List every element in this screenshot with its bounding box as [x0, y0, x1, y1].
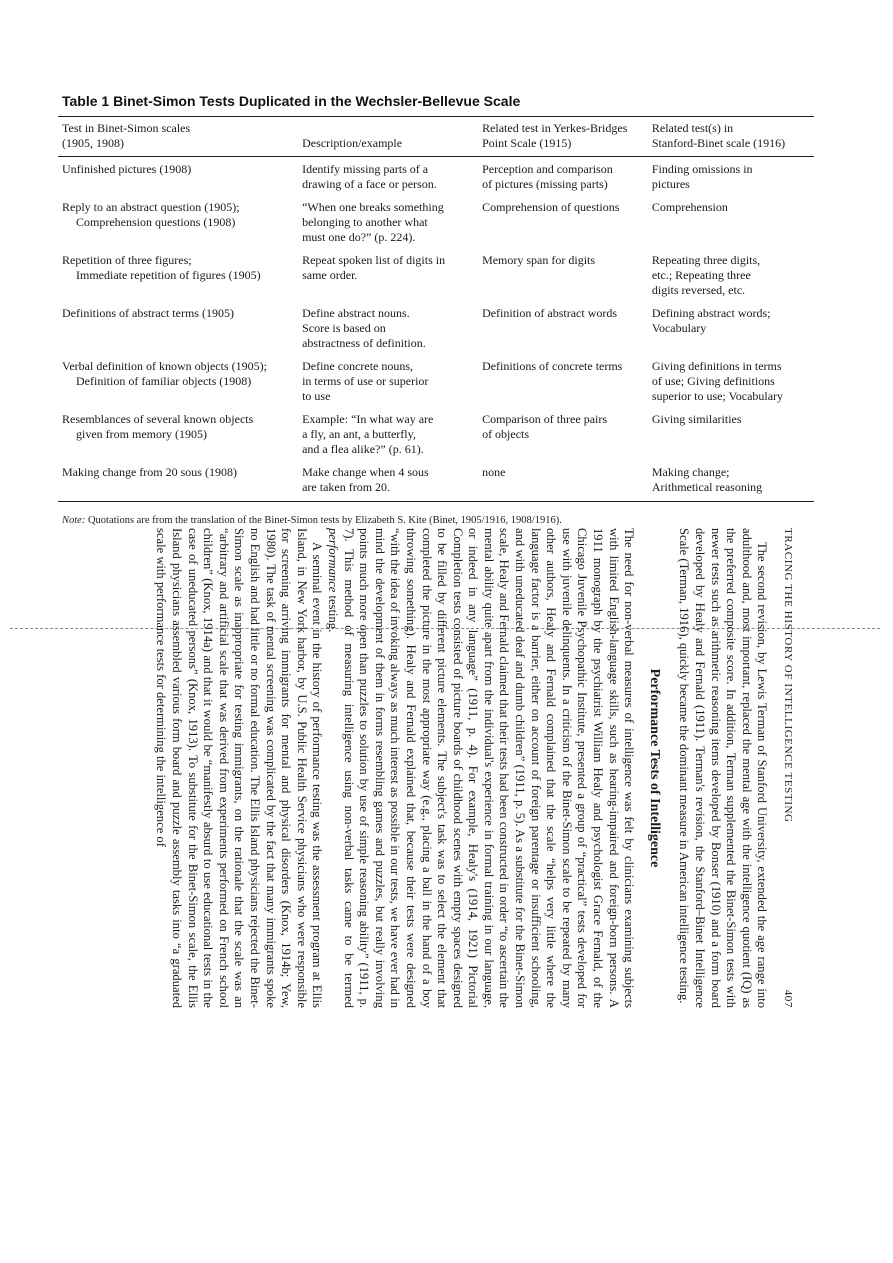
table-cell-c4 — [648, 248, 814, 301]
cell-line: etc.; Repeating three — [651, 268, 751, 282]
cell-line: Example: “In what way are — [302, 412, 434, 426]
table-cell-c2 — [298, 354, 478, 407]
cell-line: “When one breaks something — [302, 200, 444, 214]
rotated-text-page — [95, 528, 795, 1008]
cell-line: Repeat spoken list of digits in — [302, 253, 446, 267]
table-cell-c3 — [478, 354, 648, 407]
running-header — [779, 528, 795, 1008]
cell-line: Repetition of three figures; — [62, 253, 192, 267]
cell-line: must one do?” (p. 224). — [302, 230, 416, 244]
header-line: Test in Binet-Simon scales — [62, 121, 191, 135]
page-number: 407 — [782, 989, 794, 1008]
table-note — [62, 515, 562, 526]
cell-line: of pictures (missing parts) — [482, 177, 608, 191]
column-header-stanford-binet — [648, 117, 814, 157]
italic-term: performance — [325, 528, 340, 593]
table-row — [58, 195, 814, 248]
table-cell-c2 — [298, 407, 478, 460]
cell-line: Immediate repetition of figures (1905) — [76, 268, 261, 282]
table-title: Table 1 Binet-Simon Tests Duplicated in the Wechsler-Bellevue Scale — [62, 93, 521, 109]
cell-line: to use — [302, 389, 331, 403]
column-header-binet-simon — [58, 117, 298, 157]
cell-line: Reply to an abstract question (1905); — [62, 200, 240, 214]
cell-line: none — [482, 465, 506, 479]
cell-line: Unfinished pictures (1908) — [62, 162, 192, 176]
cell-line: Giving definitions in terms — [651, 359, 782, 373]
cell-line: Memory span for digits — [482, 253, 596, 267]
paragraph-terman: The second revision, by Lewis Terman of Stanford University, extended the age range into adulthood and, most important, replaced the mental age with the intelligence quotient (IQ) as the preferred composite score. In addition, Terman supplemented the Binet-Simon tests with newer tests such as arithmetic reasoning items developed by Bonser (1910) and a form board developed by Healy and Fernald (1911). Terman's revision, the Stanford–Binet Intelligence Scale (Terman, 1916), quickly became the dominant measure in American intelligence testing. — [677, 528, 770, 1008]
cell-line: and a flea alike?” (p. 61). — [302, 442, 424, 456]
table-row — [58, 407, 814, 460]
header-line: Related test in Yerkes-Bridges — [482, 121, 628, 135]
column-header-yerkes-bridges — [478, 117, 648, 157]
cell-line: of objects — [482, 427, 530, 441]
paragraph-nonverbal — [324, 528, 636, 1008]
table-row — [58, 248, 814, 301]
table-body — [58, 157, 814, 502]
table-cell-c1 — [58, 354, 298, 407]
cell-line: superior to use; Vocabulary — [651, 389, 784, 403]
cell-line: Giving similarities — [651, 412, 742, 426]
cell-line: Definition of abstract words — [482, 306, 618, 320]
table-row — [58, 460, 814, 502]
cell-line: Identify missing parts of a — [302, 162, 429, 176]
table-row — [58, 157, 814, 196]
table-cell-c2 — [298, 248, 478, 301]
header-line: Point Scale (1915) — [482, 136, 572, 150]
cell-line: Make change when 4 sous — [302, 465, 429, 479]
table-row — [58, 354, 814, 407]
cell-line: drawing of a face or person. — [302, 177, 437, 191]
column-header-description — [298, 117, 478, 157]
cell-line: Define abstract nouns. — [302, 306, 410, 320]
note-text: Quotations are from the translation of the Binet-Simon tests by Elizabeth S. Kite (Binet, 1905/1916, 1908/1916). — [85, 515, 562, 526]
table-cell-c2 — [298, 195, 478, 248]
cell-line: Finding omissions in — [651, 162, 753, 176]
cell-line: a fly, an ant, a butterfly, — [302, 427, 416, 441]
cell-line: Comprehension — [651, 200, 728, 214]
header-line: Description/example — [302, 136, 403, 150]
table-cell-c1 — [58, 301, 298, 354]
cell-line: Definitions of concrete terms — [482, 359, 623, 373]
cell-line: Definition of familiar objects (1908) — [76, 374, 252, 388]
table-cell-c4 — [648, 301, 814, 354]
cell-line: same order. — [302, 268, 358, 282]
table-cell-c2 — [298, 301, 478, 354]
table-cell-c1 — [58, 460, 298, 502]
table-cell-c4 — [648, 460, 814, 502]
cell-line: given from memory (1905) — [76, 427, 207, 441]
cell-line: Verbal definition of known objects (1905); — [62, 359, 267, 373]
cell-line: Comprehension questions (1908) — [76, 215, 236, 229]
cell-line: Comprehension of questions — [482, 200, 620, 214]
header-line: Stanford-Binet scale (1916) — [651, 136, 786, 150]
cell-line: Making change from 20 sous (1908) — [62, 465, 237, 479]
cell-line: Perception and comparison — [482, 162, 613, 176]
table-cell-c1 — [58, 407, 298, 460]
cell-line: Arithmetical reasoning — [651, 480, 763, 494]
cell-line: pictures — [651, 177, 690, 191]
table-header-row — [58, 117, 814, 157]
cell-line: Score is based on — [302, 321, 386, 335]
table-cell-c2 — [298, 460, 478, 502]
binet-simon-table — [58, 116, 814, 502]
cell-line: Repeating three digits, — [651, 253, 761, 267]
table-cell-c1 — [58, 195, 298, 248]
section-heading: Performance Tests of Intelligence — [646, 668, 662, 868]
table-cell-c3 — [478, 301, 648, 354]
paragraph-ellis-island: A seminal event in the history of performance testing was the assessment program at Ellis Island, in New York harbor, by U.S. Public Health Service physicians who were responsible for screening arriving immigrants for mental and physical disorders (Knox, 1914b; Yew, 1980). The task of mental screening was complicated by the fact that many immigrants spoke no English and had little or no formal education. The Ellis Island physicians rejected the Binet-Simon scale as inappropriate for testing immigrants, on the rationale that the scale was an “arbitrary and artificial scale that was derived from experiments performed on French school children” (Knox, 1914a) and that it would be “manifestly absurd to use educational tests in the case of uneducated persons” (Knox, 1913). To substitute for the Binet-Simon scale, the Ellis Island physicians assembled various form board and puzzle assembly tasks into “a graduated scale with performance tests for determining the intelligence of — [154, 528, 325, 1008]
table-header — [58, 117, 814, 157]
table-cell-c1 — [58, 248, 298, 301]
paragraph-end: testing. — [325, 595, 340, 633]
table-row — [58, 301, 814, 354]
paragraph-text: The need for non-verbal measures of intelligence was felt by clinicians examining subjects with limited English-language skills, such as hearing-impaired and foreign-born persons. A 1911 monograph by the psychiatrist William Healy and psychologist Grace Fernald, of the Chicago Juvenile Psychopathic Institute, presented a group of “practical” tests developed for use with juvenile delinquents. In a criticism of the Binet-Simon scale to be repeated by many other authors, Healy and Fernald complained that the scale “helps very little where the language factor is a barrier, either on account of foreign parentage or insufficient schooling, and with uneducated deaf and dumb children” (1911, p. 5). As a substitute for the Binet-Simon scale, Healy and Fernald claimed that their tests had been constructed in order “to ascertain the mental ability quite apart from the individual's experience in formal training in our language, or indeed in any language” (1911, p. 4). For example, Healy's (1914, 1921) Pictorial Completion tests consisted of picture boards of childhood scenes with empty spaces designed to be filled by different picture elements. The subject's task was to select the element that completed the picture in the most appropriate way (e.g., placing a ball in the hand of a boy throwing something). Healy and Fernald explained that, because their tests were designed “with the idea of invoking always as much interest as possible in our tests, we have ever had in mind the development of them in forms resembling games and puzzles, but really involving points much more open than puzzles to solution by use of simple reasoning ability” (1911, p. 7). This method of measuring intelligence using non-verbal tasks came to be termed — [341, 528, 637, 1008]
cell-line: of use; Giving definitions — [651, 374, 775, 388]
cell-line: Resemblances of several known objects — [62, 412, 254, 426]
running-head: TRACING THE HISTORY OF INTELLIGENCE TESTING — [782, 528, 794, 823]
cell-line: abstractness of definition. — [302, 336, 426, 350]
table-cell-c4 — [648, 354, 814, 407]
cell-line: Defining abstract words; — [651, 306, 771, 320]
header-line: (1905, 1908) — [62, 136, 124, 150]
table-container — [58, 116, 814, 502]
cell-line: Vocabulary — [651, 321, 707, 335]
cell-line: Making change; — [651, 465, 730, 479]
cell-line: in terms of use or superior — [302, 374, 429, 388]
table-cell-c3 — [478, 195, 648, 248]
table-cell-c3 — [478, 460, 648, 502]
table-cell-c4 — [648, 195, 814, 248]
cell-line: Definitions of abstract terms (1905) — [62, 306, 234, 320]
cell-line: are taken from 20. — [302, 480, 391, 494]
header-line: Related test(s) in — [651, 121, 734, 135]
table-cell-c4 — [648, 157, 814, 196]
table-cell-c2 — [298, 157, 478, 196]
cell-line: digits reversed, etc. — [651, 283, 746, 297]
table-cell-c4 — [648, 407, 814, 460]
cell-line: belonging to another what — [302, 215, 428, 229]
note-label: Note: — [62, 515, 86, 526]
table-cell-c3 — [478, 407, 648, 460]
cell-line: Define concrete nouns, — [302, 359, 414, 373]
table-cell-c1 — [58, 157, 298, 196]
cell-line: Comparison of three pairs — [482, 412, 608, 426]
table-cell-c3 — [478, 157, 648, 196]
table-cell-c3 — [478, 248, 648, 301]
